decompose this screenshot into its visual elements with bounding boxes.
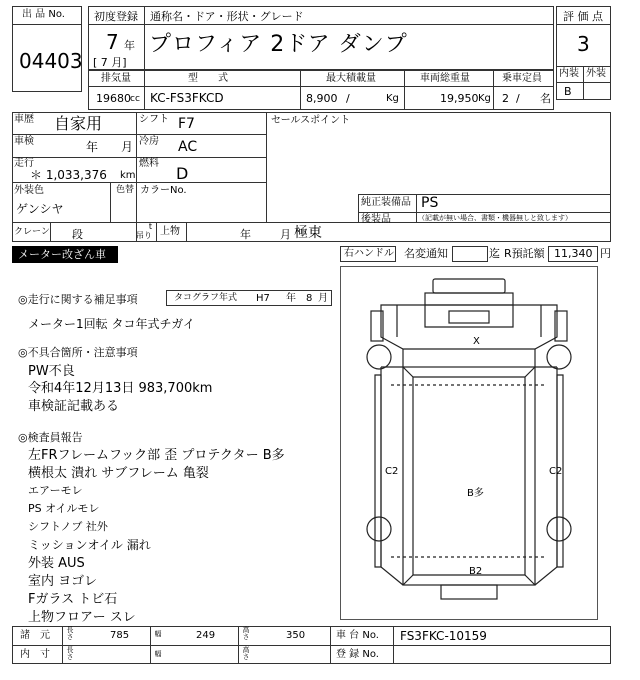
model-label: 型 式 xyxy=(188,73,228,84)
inner-height-label: 高さ xyxy=(242,646,250,661)
length-value: 785 xyxy=(110,630,130,641)
dims-label: 諸 元 xyxy=(20,630,50,641)
defect-heading: ◎不具合箇所・注意事項 xyxy=(18,346,138,359)
defect-line-3: 車検証記載ある xyxy=(28,399,120,414)
truck-diagram xyxy=(340,266,598,620)
inspector-line-2: 横根太 潰れ サブフレーム 亀裂 xyxy=(28,466,209,481)
standard-equipment-label: 純正装備品 xyxy=(361,197,411,208)
tachograph-year-unit: 年 xyxy=(286,293,296,304)
history-label: 車歴 xyxy=(14,114,34,125)
steering-value: 右ハンドル xyxy=(344,248,394,259)
reg-month: [ 7 月] xyxy=(93,56,127,69)
aircon-label: 冷房 xyxy=(139,136,159,147)
upper-label: 上物 xyxy=(160,226,180,237)
displacement-value: 19680 xyxy=(96,92,131,105)
mileage-label: 走行 xyxy=(14,158,34,169)
inner-length-label: 長さ xyxy=(66,646,74,661)
inspector-line-10: 上物フロアー スレ xyxy=(28,610,136,625)
model-code: KC-FS3FKCD xyxy=(150,91,224,105)
upper-month-unit: 月 xyxy=(280,228,291,241)
crane-lift-label: t 吊り xyxy=(136,222,152,240)
height-value: 350 xyxy=(286,630,306,641)
gross-value: 19,950 xyxy=(440,92,479,105)
recycle-amount: 11,340 xyxy=(554,247,593,260)
inspector-line-3: エアーモレ xyxy=(28,484,83,497)
lot-label: 出 品 No. xyxy=(22,9,65,20)
driving-note: メーター1回転 タコ年式チガイ xyxy=(28,317,195,331)
mark-left: C2 xyxy=(385,466,399,477)
color-label: 外装色 xyxy=(14,185,44,196)
recycle-unit: 円 xyxy=(600,247,611,260)
inspection-year-unit: 年 xyxy=(86,140,99,154)
capacity-label: 乗車定員 xyxy=(502,73,542,84)
inner-label: 内 寸 xyxy=(20,649,50,660)
lot-number: 04403 xyxy=(19,49,83,73)
length-label: 長さ xyxy=(66,626,74,641)
standard-equipment-value: PS xyxy=(421,195,439,211)
chassis-value: FS3FKC-10159 xyxy=(400,629,487,643)
load-value: 8,900 xyxy=(306,92,338,105)
aircon-value: AC xyxy=(178,139,198,155)
upper-year-unit: 年 xyxy=(240,228,251,241)
sales-point-label: セールスポイント xyxy=(271,115,351,126)
defect-line-1: PW不良 xyxy=(28,364,75,379)
inspector-line-8: 室内 ヨゴレ xyxy=(28,574,98,589)
color-code-label: カラーNo. xyxy=(140,185,187,196)
inspector-line-6: ミッションオイル 漏れ xyxy=(28,538,151,552)
registration-label: 登 録 No. xyxy=(336,649,379,660)
score-value: 3 xyxy=(577,32,590,56)
recycle-label: R預託額 xyxy=(504,247,545,260)
reg-label: 初度登録 xyxy=(94,10,138,23)
gross-label: 車両総重量 xyxy=(420,73,470,84)
displacement-unit: cc xyxy=(130,94,140,104)
name-change-box xyxy=(452,246,488,262)
height-label: 高さ xyxy=(242,626,250,641)
exterior-label: 外装 xyxy=(586,68,606,79)
defect-line-2: 令和4年12月13日 983,700km xyxy=(28,381,213,396)
tachograph-month-unit: 月 xyxy=(318,293,328,304)
year-unit: 年 xyxy=(124,39,135,52)
color-value: ゲンシヤ xyxy=(16,202,64,216)
capacity-sep: / xyxy=(516,92,520,105)
deadline-suffix: 迄 xyxy=(489,247,500,260)
mark-right: C2 xyxy=(549,466,563,477)
mark-bed: B多 xyxy=(467,488,484,499)
gross-unit: Kg xyxy=(478,93,491,104)
capacity-value: 2 xyxy=(502,92,509,105)
crane-label: クレーン xyxy=(14,227,50,237)
width-value: 249 xyxy=(196,630,216,641)
history-value: 自家用 xyxy=(54,114,103,133)
name-change-label: 名変通知 xyxy=(404,247,448,260)
mileage-value: ＊ 1,033,376 xyxy=(30,168,107,182)
name-label: 通称名・ドア・形状・グレード xyxy=(150,10,304,23)
chassis-label: 車 台 No. xyxy=(336,630,379,641)
inspector-line-1: 左FRフレームフック部 歪 プロテクター B多 xyxy=(28,448,285,463)
reg-year: 7 xyxy=(106,30,119,54)
vehicle-name: プロフィア 2ドア ダンプ xyxy=(149,32,408,57)
interior-grade: B xyxy=(564,85,572,98)
fuel-value: D xyxy=(176,164,189,183)
load-unit: Kg xyxy=(386,93,399,104)
inspector-heading: ◎検査員報告 xyxy=(18,431,83,444)
upper-maker: 極東 xyxy=(294,225,322,241)
crane-stage-unit: 段 xyxy=(72,228,83,241)
mark-front: X xyxy=(473,336,480,347)
mark-rear: B2 xyxy=(469,566,483,577)
shift-label: シフト xyxy=(139,114,169,125)
fuel-label: 燃料 xyxy=(139,158,159,169)
tachograph-era: H7 xyxy=(256,293,270,304)
inspection-month-unit: 月 xyxy=(121,140,134,154)
capacity-unit: 名 xyxy=(540,92,551,105)
inspector-line-9: Fガラス トビ石 xyxy=(28,592,118,607)
aftermarket-note: （記載が無い場合、書類・機器無しと致します） xyxy=(418,214,572,222)
load-sep: / xyxy=(346,92,350,105)
shift-value: F7 xyxy=(178,116,195,132)
inspector-line-7: 外装 AUS xyxy=(28,556,85,571)
aftermarket-label: 後装品 xyxy=(361,214,391,225)
interior-label: 内装 xyxy=(559,68,579,79)
inner-width-label: 幅 xyxy=(154,650,162,658)
inspector-line-4: PS オイルモレ xyxy=(28,502,100,515)
mileage-unit: km xyxy=(120,170,136,181)
width-label: 幅 xyxy=(154,630,162,638)
tampered-meter-text: メーター改ざん車 xyxy=(18,248,106,261)
score-label: 評 価 点 xyxy=(563,10,603,23)
color-no-label: 色替 xyxy=(116,185,135,195)
tachograph-month: 8 xyxy=(306,293,313,304)
displacement-label: 排気量 xyxy=(101,73,131,84)
driving-heading: ◎走行に関する補足事項 xyxy=(18,293,138,306)
inspector-line-5: シフトノブ 社外 xyxy=(28,520,108,533)
tachograph-label: タコグラフ年式 xyxy=(174,293,238,303)
inspection-label: 車検 xyxy=(14,136,34,147)
load-label: 最大積載量 xyxy=(326,73,376,84)
